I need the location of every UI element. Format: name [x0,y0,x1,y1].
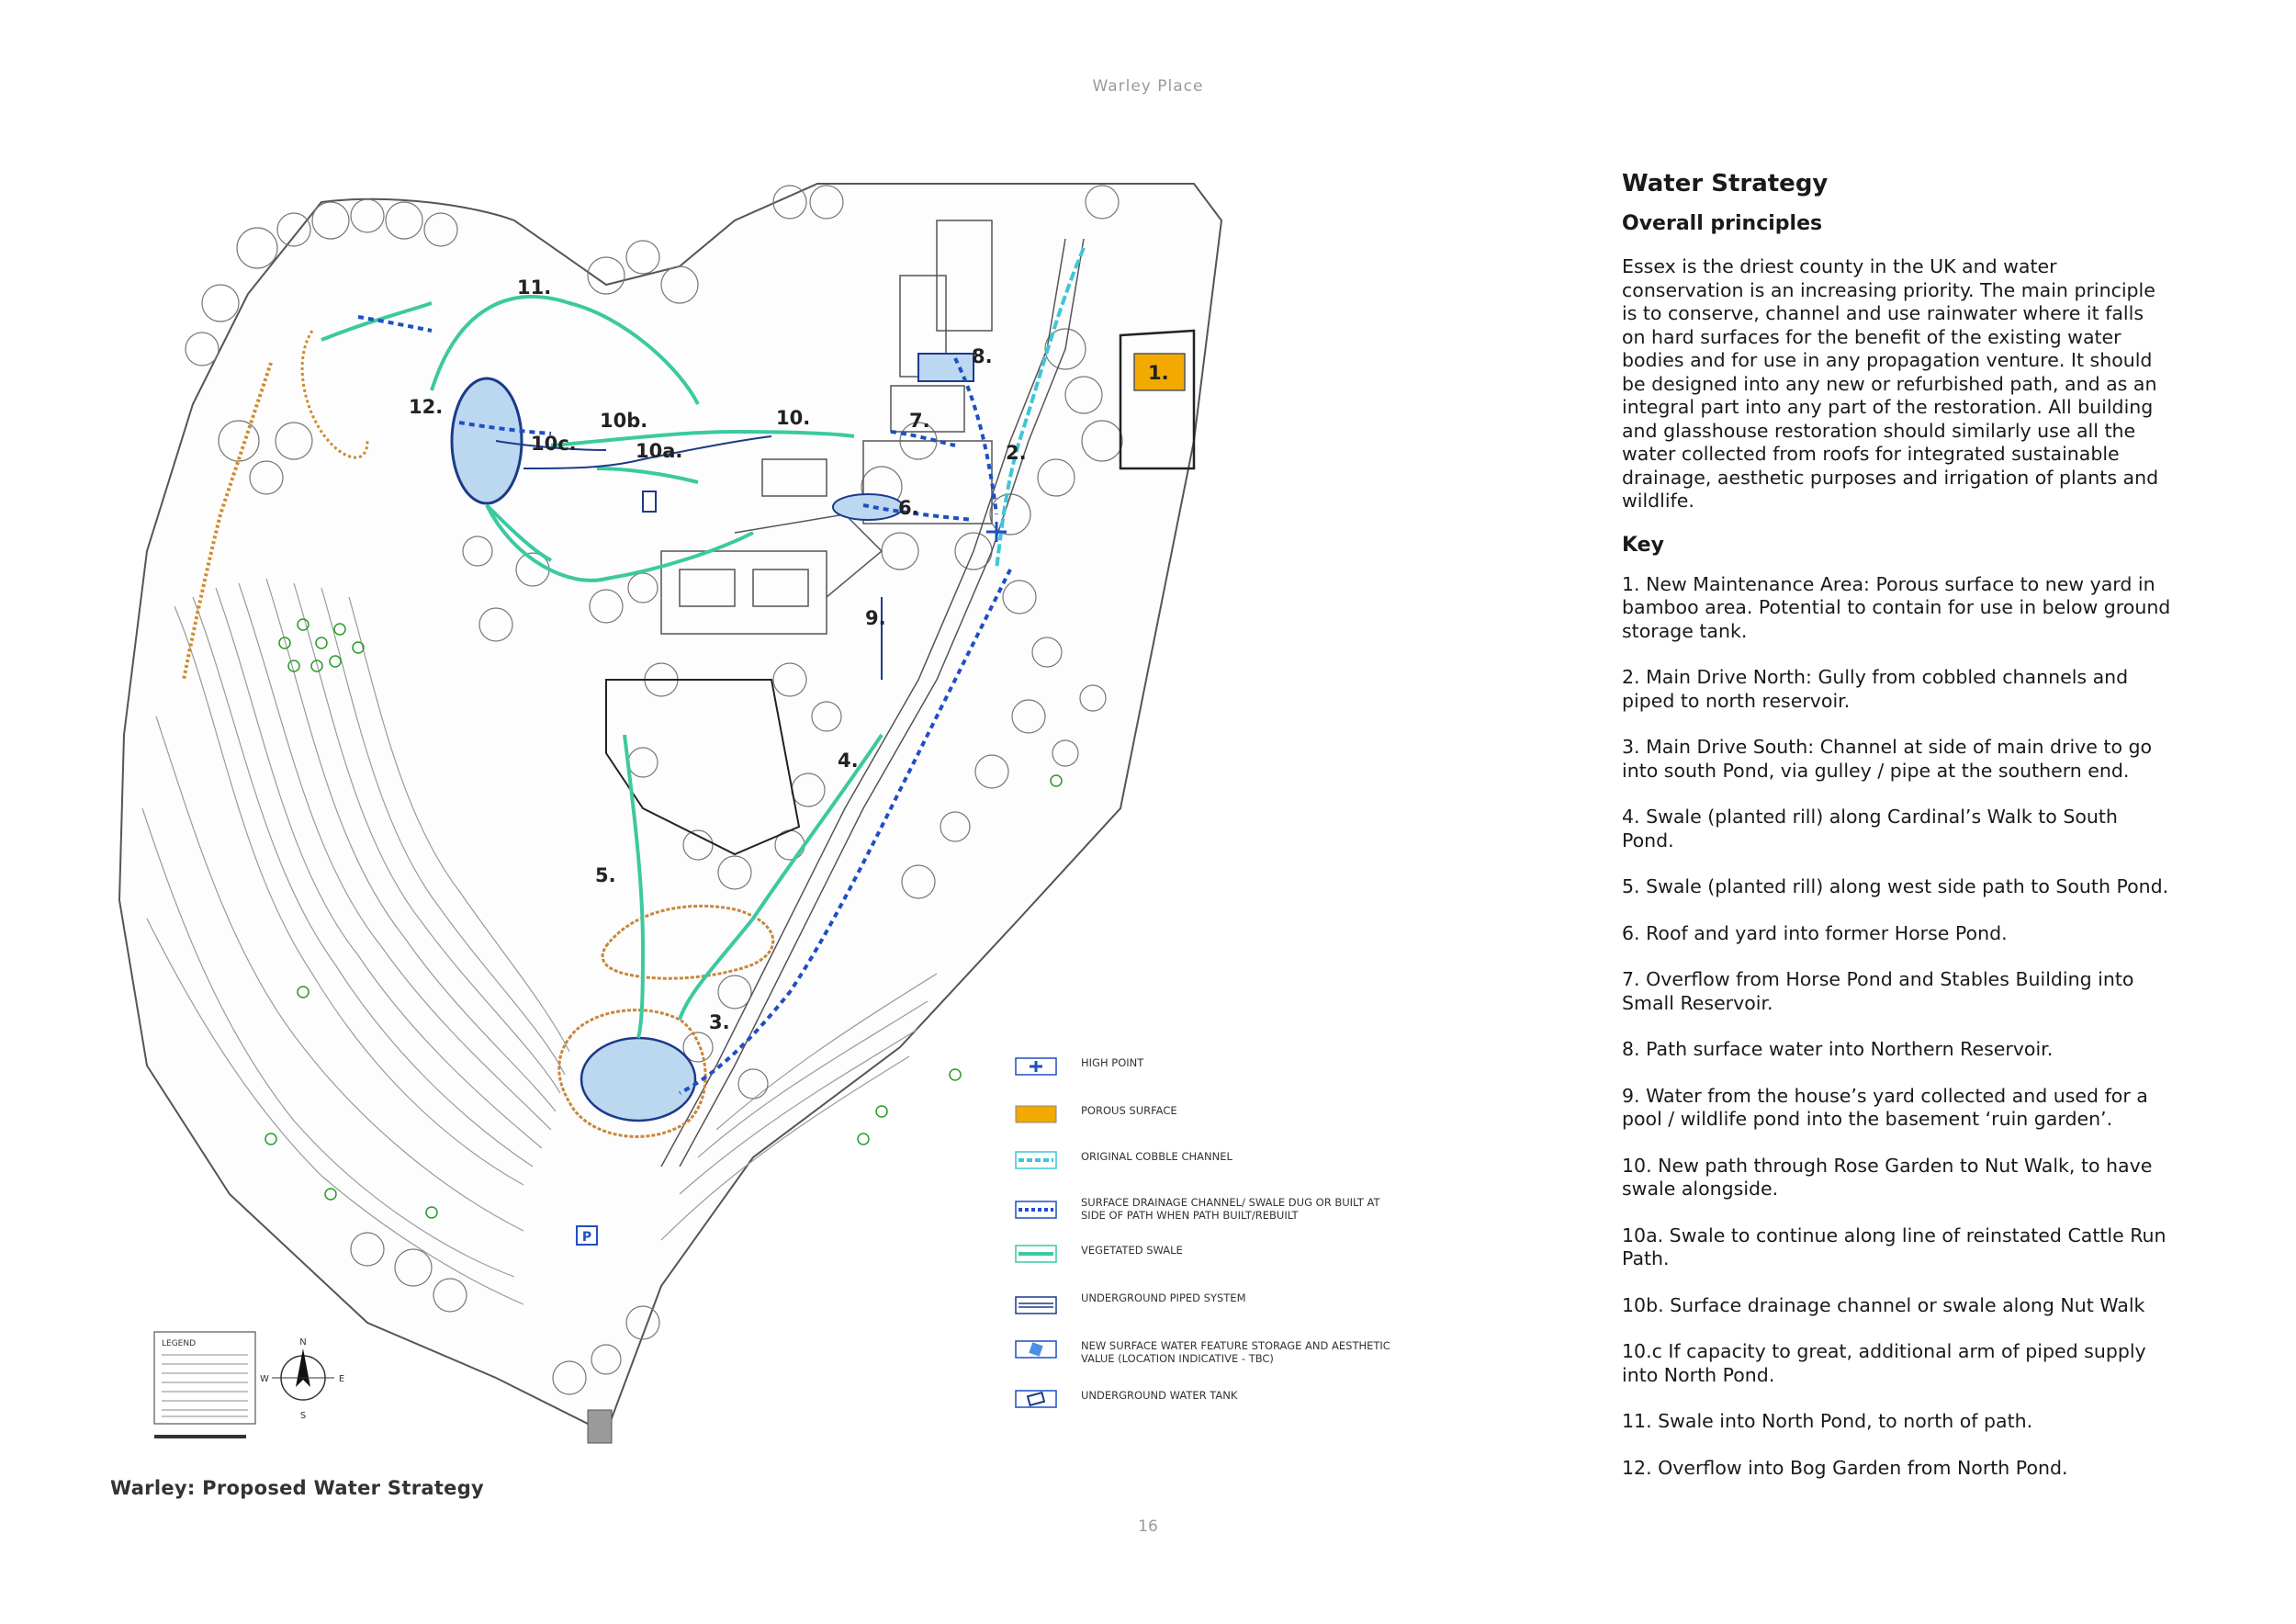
surface-drainage-icon [1015,1200,1057,1220]
compass-s: S [299,1411,307,1421]
water-tank-marker [643,491,656,512]
site-legend-title: LEGEND [162,1339,197,1348]
legend-label: VEGETATED SWALE [1081,1244,1183,1257]
north-arrow-icon [272,1348,334,1400]
map-label-10a: 10a. [636,440,683,462]
running-head: Warley Place [1092,77,1204,96]
key-item: 8. Path surface water into Northern Reservoir. [1622,1038,2054,1060]
map-label-8: 8. [972,345,993,367]
key-item: 3. Main Drive South: Channel at side of main drive to go into south Pond, via gulley / pipe at the southern end. [1622,736,2153,782]
key-item: 7. Overflow from Horse Pond and Stables Building into Small Reservoir. [1622,968,2134,1014]
parking-label: P [581,1230,592,1245]
key-item: 10b. Surface drainage channel or swale along Nut Walk [1622,1293,2145,1316]
legend-label: UNDERGROUND PIPED SYSTEM [1081,1291,1246,1304]
compass-n: N [299,1337,307,1348]
legend-row-high-point [1015,1056,1401,1093]
key-title: Key [1622,533,1664,557]
piped-system-icon [1015,1295,1057,1315]
map-label-3: 3. [709,1011,730,1033]
south-pond [581,1038,695,1121]
entrance-box [588,1410,612,1443]
map-label-2: 2. [1006,442,1027,464]
cobble-channel-icon [1015,1150,1057,1170]
legend-row-water-feature [1015,1339,1401,1383]
vegetated-swale-icon [1015,1244,1057,1264]
legend-label: ORIGINAL COBBLE CHANNEL [1081,1150,1232,1163]
map-label-10c: 10c. [531,433,577,455]
water-tank-icon [1015,1389,1057,1409]
key-item: 10.c If capacity to great, additional arm of piped supply into North Pond. [1622,1340,2146,1386]
intro-paragraph: Essex is the driest county in the UK and water conservation is an increasing priority. The main principle is to conserve, channel and use rainwater where it falls on hard surfaces for the benefit of the existing water bodies and for use in any propagation venture. It should be designed into any new or refurbished path, and as an integral part into any part of the restoration. All building and glasshouse restoration should similarly use all the water collected from roofs for integrated sustainable drainage, aesthetic purposes and irrigation of plants and wildlife. [1622,255,2159,512]
legend-label: HIGH POINT [1081,1056,1144,1069]
page-title: Water Strategy [1622,170,1829,197]
legend-label: UNDERGROUND WATER TANK [1081,1389,1238,1402]
key-item: 10. New path through Rose Garden to Nut Walk, to have swale alongside. [1622,1154,2153,1200]
water-feature-icon [1015,1339,1057,1359]
legend-row-surface-drainage [1015,1196,1401,1238]
key-item: 10a. Swale to continue along line of reinstated Cattle Run Path. [1622,1224,2167,1269]
key-item: 4. Swale (planted rill) along Cardinal’s Walk to South Pond. [1622,806,2118,851]
legend-row-porous [1015,1104,1401,1141]
north-pond [452,378,522,503]
page-number: 16 [1138,1517,1158,1536]
legend-row-piped [1015,1291,1401,1334]
map-label-12: 12. [409,396,444,418]
key-item: 5. Swale (planted rill) along west side path to South Pond. [1622,875,2169,897]
scale-bar [154,1435,246,1438]
map-label-9: 9. [865,607,886,629]
compass-e: E [338,1374,345,1384]
legend-row-cobble [1015,1150,1401,1187]
legend-label: NEW SURFACE WATER FEATURE STORAGE AND AESTHETIC VALUE (LOCATION INDICATIVE - TBC) [1081,1339,1390,1365]
key-item: 11. Swale into North Pond, to north of path. [1622,1410,2033,1432]
map-label-1: 1. [1148,362,1169,384]
map-label-10b: 10b. [600,410,648,432]
legend-row-vegetated [1015,1244,1401,1280]
map-label-5: 5. [595,864,616,886]
legend-label: POROUS SURFACE [1081,1104,1177,1117]
map-label-11: 11. [517,276,552,299]
key-item: 12. Overflow into Bog Garden from North Pond. [1622,1456,2068,1479]
map-caption: Warley: Proposed Water Strategy [110,1477,485,1499]
map-label-4: 4. [838,750,859,772]
section-subtitle: Overall principles [1622,212,1823,235]
key-item: 1. New Maintenance Area: Porous surface to new yard in bamboo area. Potential to contain for use in below ground storage tank. [1622,572,2171,642]
compass-w: W [260,1374,269,1384]
text-column [1622,170,2173,1503]
map-label-10: 10. [776,407,811,429]
porous-surface-icon [1015,1104,1057,1124]
key-item: 6. Roof and yard into former Horse Pond. [1622,921,2008,944]
legend-row-water-tank [1015,1389,1401,1426]
key-item: 2. Main Drive North: Gully from cobbled channels and piped to north reservoir. [1622,666,2129,712]
legend-label: SURFACE DRAINAGE CHANNEL/ SWALE DUG OR BUILT AT SIDE OF PATH WHEN PATH BUILT/REBUILT [1081,1196,1380,1222]
key-item: 9. Water from the house’s yard collected and used for a pool / wildlife pond into the basement ‘ruin garden’. [1622,1084,2148,1130]
high-point-icon [1015,1056,1057,1077]
map-label-6: 6. [898,497,919,519]
map-label-7: 7. [909,410,930,432]
